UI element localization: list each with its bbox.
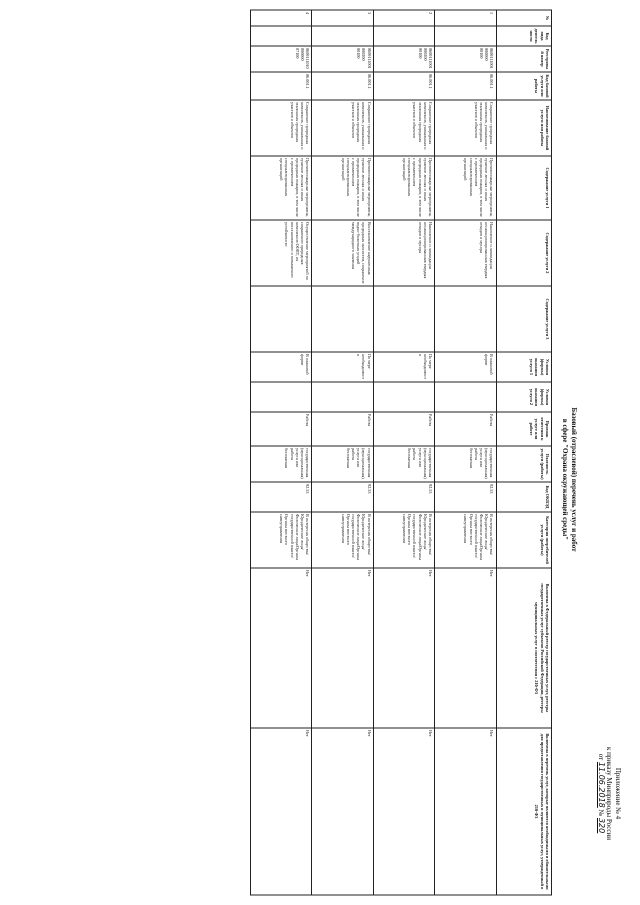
table-cell	[312, 26, 373, 46]
header-cell: Включена в Федеральный реестр государственных услуг, реестры государственных услуг субъектов Российской Федерации, реестры муниципальных услуг в соответствии с 210-ФЗ	[496, 568, 551, 728]
appendix-date-prefix: от	[597, 753, 605, 761]
header-cell: Содержание услуги 3	[496, 286, 551, 352]
table-cell: Нет	[435, 568, 496, 728]
table-cell: 3	[312, 10, 373, 26]
table-cell: 92.53	[312, 482, 373, 512]
table-cell: Сохранение природных комплексов, уникальных и эталонных природных участков и объектов	[251, 100, 312, 156]
header-cell: Категория потребителей услуги (работы)	[496, 512, 551, 568]
table-cell: Противопожарные мероприятия, тушение лесных и иных природных пожаров, в том числе с привлечением специализированных организаций	[373, 156, 434, 220]
table-cell: Нет	[251, 728, 312, 895]
table-cell	[251, 26, 312, 46]
header-cell: Признак отнесения к услуге или работе	[496, 412, 551, 446]
header-cell: Наименование базовой услуги или работы	[496, 100, 551, 156]
table-cell	[373, 382, 434, 412]
table-cell: 92.53	[251, 482, 312, 512]
header-cell: №	[496, 10, 551, 26]
appendix-number-prefix: №	[597, 809, 605, 817]
header-cell: Код вида деятельности	[496, 26, 551, 46]
table-row	[312, 10, 373, 895]
table-cell: 92.53	[373, 482, 434, 512]
header-cell: Код базовой услуги или работы	[496, 72, 551, 100]
header-cell: Условия (формы) оказания услуги 1	[496, 352, 551, 382]
title-line-1: Базовый (отраслевой) перечень услуг и работ	[570, 407, 578, 552]
table-cell	[312, 382, 373, 412]
appendix-line-2: к приказу Минприроды России	[605, 746, 614, 841]
table-cell: государственная (муниципальная) услуга или работа бесплатная	[312, 446, 373, 482]
table-cell	[435, 286, 496, 352]
table-row	[251, 10, 312, 895]
services-table	[250, 10, 552, 896]
header-cell: Включена в перечень услуг, которые являются необходимыми и обязательными для предоставления государственных и муниципальных услуг, утвержденный в 210-ФЗ	[496, 728, 551, 895]
header-cell: Реестровый номер	[496, 46, 551, 72]
appendix-date: 11.06.2018	[597, 761, 606, 808]
table-cell: 06.001.1	[312, 72, 373, 100]
table-cell: В интересах общества/Юридические лица/Физические лица/Органы государственной власти/Органы местного самоуправления	[312, 512, 373, 568]
table-cell: 0600111010000000 07100	[251, 46, 312, 72]
appendix-line-3	[597, 719, 606, 869]
table-cell: Накопление и ликвидация несанкционированных твердых отходов и мусора	[435, 220, 496, 286]
header-cell: Содержание услуги 2	[496, 220, 551, 286]
table-cell: Сохранение природных комплексов, уникальных и эталонных природных участков и объектов	[435, 100, 496, 156]
table-cell	[373, 286, 434, 352]
table-cell: Противопожарные мероприятия, тушение лесных и иных природных пожаров, в том числе с привлечением специализированных организаций	[312, 156, 373, 220]
table-row	[373, 10, 434, 895]
table-cell: государственная (муниципальная) услуга или работа бесплатная	[373, 446, 434, 482]
table-cell: Накопление и ликвидация несанкционированных твердых отходов и мусора	[373, 220, 434, 286]
table-cell	[251, 286, 312, 352]
table-cell: 4	[251, 10, 312, 26]
table-cell	[251, 382, 312, 412]
table-cell: Работа	[373, 412, 434, 446]
table-cell: Работа	[312, 412, 373, 446]
table-cell: 0600111001000000 00100	[435, 46, 496, 72]
table-cell: В интересах общества/Юридические лица/Физические лица/Органы государственной власти/Органы местного самоуправления	[435, 512, 496, 568]
header-cell: Содержание услуги 1	[496, 156, 551, 220]
table-cell: 1	[435, 10, 496, 26]
table-cell: Восстановление нарушенных природных экосистем, сохранение водно-болотных угодий международного значения	[312, 220, 373, 286]
table-cell: По мере необходимости	[373, 352, 434, 382]
table-cell: 06.001.1	[251, 72, 312, 100]
table-cell: В интересах общества/Юридические лица/Физические лица/Органы государственной власти/Органы местного самоуправления	[251, 512, 312, 568]
table-cell: Противопожарные мероприятия, тушение лесных и иных природных пожаров, в том числе с привлечением специализированных организаций	[251, 156, 312, 220]
table-cell: государственная (муниципальная) услуга или работа бесплатная	[251, 446, 312, 482]
table-cell: Нет	[373, 568, 434, 728]
table-cell: Нет	[373, 728, 434, 895]
appendix-block	[597, 719, 623, 869]
table-cell: 06.001.1	[435, 72, 496, 100]
table-cell: Сохранение природных комплексов, уникальных и эталонных природных участков и объектов	[312, 100, 373, 156]
table-cell: В плановой форме	[251, 352, 312, 382]
table-cell: 06.001.1	[373, 72, 434, 100]
table-cell: Работа	[435, 412, 496, 446]
document-title	[561, 300, 578, 660]
table-cell: Нет	[312, 728, 373, 895]
table-header-row	[496, 10, 551, 895]
table-cell	[373, 26, 434, 46]
table-cell: Противопожарные мероприятия, тушение лесных и иных природных пожаров, в том числе с привлечением специализированных организаций	[435, 156, 496, 220]
table-cell: 2	[373, 10, 434, 26]
header-cell: Условия (формы) оказания услуги 2	[496, 382, 551, 412]
header-cell: Платность услуги (работы)	[496, 446, 551, 482]
table-cell: По мере необходимости	[312, 352, 373, 382]
table-cell: Нет	[435, 728, 496, 895]
table-cell: 0600111001000200 00100	[312, 46, 373, 72]
table-cell: В плановой форме	[435, 352, 496, 382]
title-line-2: в сфере "Охрана окружающей среды"	[561, 418, 570, 541]
table-cell: Работа	[251, 412, 312, 446]
header-cell: Код ОКВЭД	[496, 482, 551, 512]
table-cell	[312, 286, 373, 352]
table-cell: 0600111001000200 00100	[373, 46, 434, 72]
appendix-line-1: Приложение № 4	[614, 767, 622, 820]
table-cell	[435, 382, 496, 412]
table-row	[435, 10, 496, 895]
table-cell: Сохранение природных комплексов, уникальных и эталонных природных участков и объектов	[373, 100, 434, 156]
table-cell: Нет	[312, 568, 373, 728]
table-cell	[435, 26, 496, 46]
table-cell: Осуществление мероприятий по сохранению природных комплексов ООПТ, их восстановлению и повышению устойчивости	[251, 220, 312, 286]
table-cell: В интересах общества/Юридические лица/Физические лица/Органы государственной власти/Органы местного самоуправления	[373, 512, 434, 568]
table-cell: 92.53	[435, 482, 496, 512]
table-cell: государственная (муниципальная) услуга или работа бесплатная	[435, 446, 496, 482]
table-cell: Нет	[251, 568, 312, 728]
appendix-number: 320	[597, 817, 606, 834]
